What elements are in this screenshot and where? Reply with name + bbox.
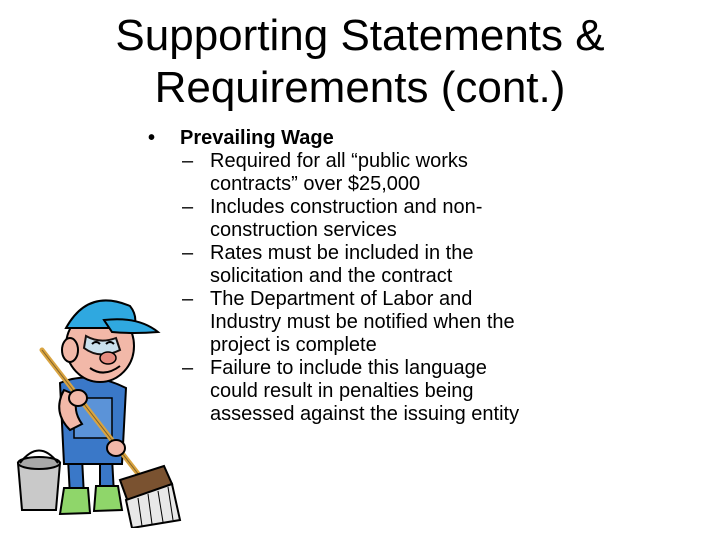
sub-item-text: Required for all “public works contracts” over $25,000 (210, 150, 468, 195)
sub-item-1 (182, 150, 608, 196)
sub-item-text: The Department of Labor and Industry must be notified when the project is complete (210, 288, 515, 356)
sub-bullet-marker: – (182, 288, 194, 310)
sub-item-text: Failure to include this language could result in penalties being assessed against the issuing entity (210, 357, 520, 425)
sub-item-5 (182, 357, 608, 426)
sub-item-4 (182, 288, 608, 357)
sub-item-2 (182, 196, 608, 242)
sub-bullet-marker: – (182, 242, 194, 264)
sub-bullet-marker: – (182, 150, 194, 172)
sub-item-text: Rates must be included in the solicitation and the contract (210, 242, 474, 287)
title-line-1: Supporting Statements & (115, 11, 605, 60)
bullet-marker: • (148, 127, 156, 149)
bullet-text: Prevailing Wage (180, 127, 334, 149)
bucket-icon (18, 451, 60, 511)
cap-icon (66, 300, 158, 333)
title-line-2: Requirements (cont.) (154, 63, 566, 112)
bullet-list (148, 127, 608, 426)
slide-title (0, 10, 720, 114)
sub-item-3 (182, 242, 608, 288)
sub-bullet-marker: – (182, 357, 194, 379)
bullet-item-prevailing-wage (148, 127, 608, 150)
sub-bullet-marker: – (182, 196, 194, 218)
sub-item-text: Includes construction and non-construction services (210, 196, 483, 241)
